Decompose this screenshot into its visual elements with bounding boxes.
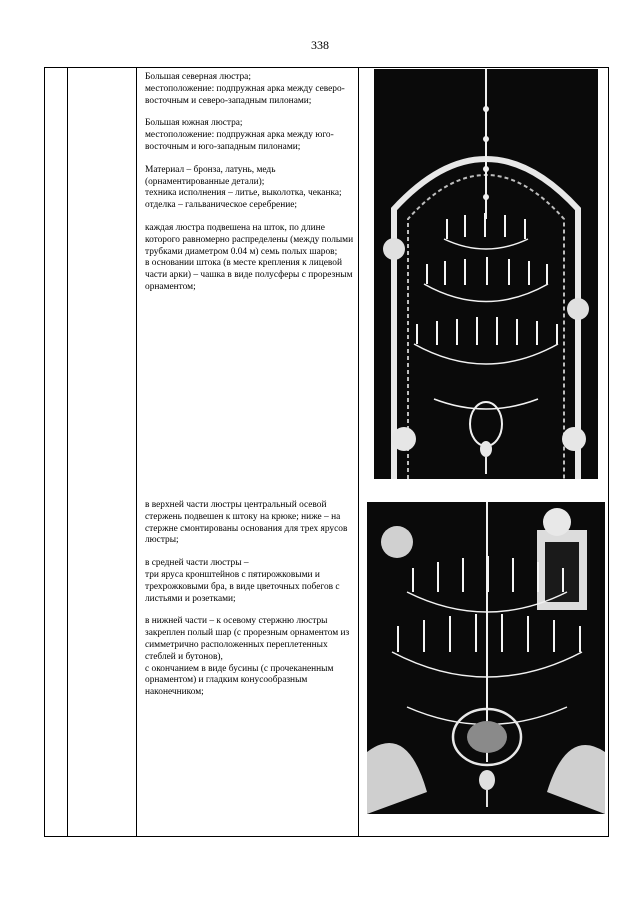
suspension-paragraph: каждая люстра подвешена на шток, по длине которого равномерно распределены (между полыми трубками диаметром 0.04 м) семь полых шаров; в основании штока (в месте крепления к лицевой части арки) – чашка в виде полусферы с прорезным орнаментом; <box>145 222 354 292</box>
column-divider-2 <box>136 68 137 836</box>
south-chandelier-paragraph: Большая южная люстра; местоположение: подпружная арка между юго-восточным и юго-западным пилонами; <box>145 118 334 152</box>
column-divider-3 <box>358 68 359 836</box>
chandelier-photo-lower <box>367 502 605 814</box>
north-chandelier-paragraph: Большая северная люстра; местоположение: подпружная арка между северо-восточным и северо-западным пилонами; <box>145 72 345 106</box>
upper-part-paragraph: в верхней части люстры центральный осевой стержень подвешен к штоку на крюке; ниже – на стержне смонтированы основания для трех ярусов люстры; <box>145 500 348 546</box>
chandelier-photo-upper <box>374 69 598 479</box>
page-number: 338 <box>311 38 329 52</box>
middle-part-paragraph: в средней части люстры – три яруса кронштейнов с пятирожковыми и трехрожковыми бра, в виде цветочных побегов с листьями и розетками; <box>145 558 340 604</box>
upper-description-cell <box>145 72 355 305</box>
lower-part-paragraph: в нижней части – к осевому стержню люстры закреплен полый шар (с прорезным орнаментом из симметрично расположенных переплетенных стеблей и бутонов), с окончанием в виде бусины (с прочеканенным орнаментом) и гладким конусообразным наконечником; <box>145 616 350 698</box>
column-divider-1 <box>67 68 68 836</box>
lower-description-cell <box>145 500 355 710</box>
material-paragraph: Материал – бронза, латунь, медь (орнаментированные детали); техника исполнения – литье, выколотка, чеканка; отделка – гальваническое серебрение; <box>145 164 342 211</box>
document-table <box>44 67 609 837</box>
